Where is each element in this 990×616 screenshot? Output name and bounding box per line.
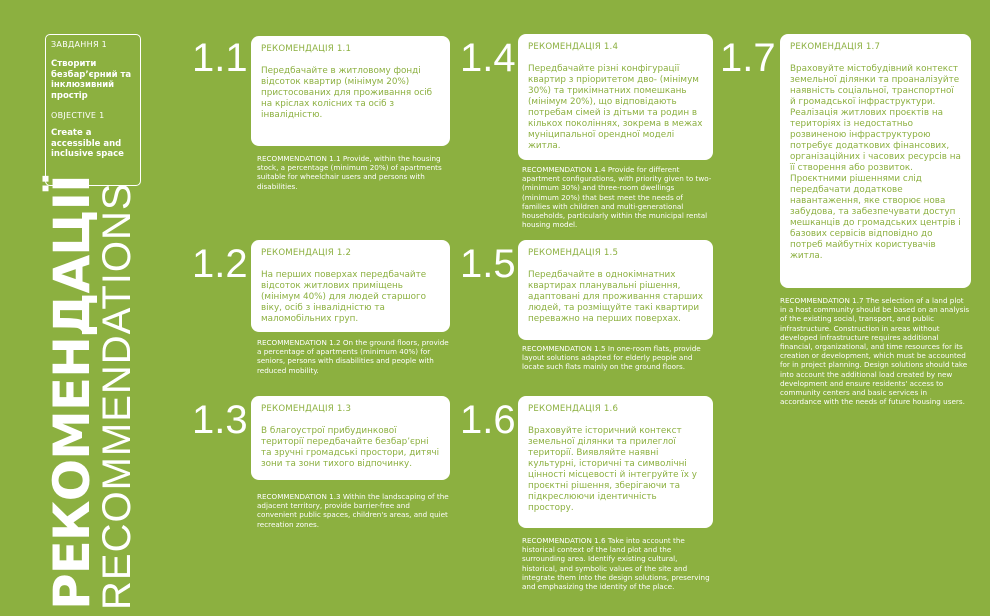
rec-1-4-english: RECOMMENDATION 1.4 Provide for different apartment configurations, with priority given to two- (minimum 30%) and three-room dwellings (minimum 20%) that best meet the needs of families with children and multi-generational households, particularly within the municipal rental housing model. [522,165,712,230]
rec-1-1-body: Передбачайте в житловому фонді відсоток квартир (мінімум 20%) пристосованих для проживання осіб на кріслах колісних та осіб з інвалідністю. [261,66,433,120]
objective-title-en: Create a accessible and inclusive space [51,128,124,159]
rec-1-6-heading: РЕКОМЕНДАЦІЯ 1.6 [528,404,619,414]
rec-1-5-heading: РЕКОМЕНДАЦІЯ 1.5 [528,248,619,258]
rec-1-5-card [518,240,713,340]
rec-1-7-heading: РЕКОМЕНДАЦІЯ 1.7 [790,42,881,52]
objective-task-en: OBJECTIVE 1 [51,111,105,120]
rec-1-7-english: RECOMMENDATION 1.7 The selection of a land plot in a host community should be based on an analysis of the existing social, transport, and public infrastructure. Construction in areas without developed infrastructure requires additional financial, organizational, and time resources for its creation or development, which must be accounted for in project planning. Design solutions should take into account the additional load created by new development and ensure residents' access to community centers and basic services in accordance with the needs of future housing users. [780,296,970,407]
rec-1-6-english: RECOMMENDATION 1.6 Take into account the historical context of the land plot and the surrounding area. Identify existing cultural, historical, and symbolic values of the site and integrate them into the design solutions, preserving and emphasizing the identity of the place. [522,536,710,592]
rec-1-5-number: 1.5 [460,242,516,286]
rec-1-2-body: На перших поверхах передбачайте відсоток житлових приміщень (мінімум 40%) для людей старшого віку, осіб з інвалідністю та маломобільних груп. [261,270,427,324]
rec-1-3-heading: РЕКОМЕНДАЦІЯ 1.3 [261,404,352,414]
rec-1-1-heading: РЕКОМЕНДАЦІЯ 1.1 [261,44,352,54]
rec-1-3-english: RECOMMENDATION 1.3 Within the landscaping of the adjacent territory, provide barrier-free and convenient public spaces, children's areas, and quiet recreation zones. [257,492,449,529]
vertical-title [43,175,140,610]
rec-1-1-english: RECOMMENDATION 1.1 Provide, within the housing stock, a percentage (minimum 20%) of apartments suitable for wheelchair users and persons with disabilities. [257,154,442,191]
rec-1-2-english: RECOMMENDATION 1.2 On the ground floors, provide a percentage of apartments (minimum 40%) for seniors, persons with disabilities and people with reduced mobility. [257,338,449,375]
rec-1-6-body: Враховуйте історичний контекст земельної ділянки та прилеглої території. Виявляйте наявні культурні, історичні та символічні цінності місцевості й інтегруйте їх у проєктні рішення, зберігаючи та підкреслюючи ідентичність простору. [528,426,697,513]
rec-1-4-card [518,34,713,160]
rec-1-4-body: Передбачайте різні конфігурації квартир з пріоритетом дво- (мінімум 30%) та трикімнатних помешкань (мінімум 20%), що відповідають потребам сімей із дітьми та родин в кількох поколіннях, зокрема в межах муніципальної орендної моделі житла. [528,64,703,151]
rec-1-1-card [251,36,450,146]
objective-title-ua: Створити безбар’єрний та інклюзивний простір [51,59,132,101]
rec-1-6-card [518,396,713,528]
vertical-title-en: RECOMMENDATIONS [95,182,139,610]
objective-task-ua: ЗАВДАННЯ 1 [51,40,108,49]
rec-1-7-body: Враховуйте містобудівний контекст земельної ділянки та проаналізуйте наявність соціальної, транспортної й громадської інфраструктури. Реалізація житлових проєктів на територіях із недостатньо розвиненою інфраструктурою потребує додаткових фінансових, організаційних і часових ресурсів на її створення або розвиток. Проєктними рішеннями слід передбачати додаткове навантаження, яке створює нова забудова, та забезпечувати доступ мешканців до громадських центрів і базових сервісів відповідно до потреб майбутніх користувачів житла. [790,64,961,261]
rec-1-4-number: 1.4 [460,36,516,80]
rec-1-5-english: RECOMMENDATION 1.5 In one-room flats, provide layout solutions adapted for elderly people and locate such flats mainly on the ground floors. [522,344,701,372]
rec-1-3-number: 1.3 [192,398,248,442]
rec-1-2-heading: РЕКОМЕНДАЦІЯ 1.2 [261,248,352,258]
objective-box [45,34,141,186]
rec-1-6-number: 1.6 [460,398,516,442]
rec-1-3-body: В благоустрої прибудинкової території передбачайте безбар’єрні та зручні громадські простори, дитячі зони та зони тихого відпочинку. [261,426,440,469]
rec-1-2-number: 1.2 [192,242,248,286]
rec-1-7-card [780,34,971,288]
rec-1-2-card [251,240,450,332]
rec-1-1-number: 1.1 [192,36,248,80]
rec-1-3-card [251,396,450,480]
rec-1-5-body: Передбачайте в однокімнатних квартирах планувальні рішення, адаптовані для проживання старших людей, та розміщуйте такі квартири переважно на перших поверхах. [528,270,703,324]
vertical-title-ua: РЕКОМЕНДАЦІЇ [43,175,101,610]
rec-1-7-number: 1.7 [720,36,776,80]
rec-1-4-heading: РЕКОМЕНДАЦІЯ 1.4 [528,42,619,52]
